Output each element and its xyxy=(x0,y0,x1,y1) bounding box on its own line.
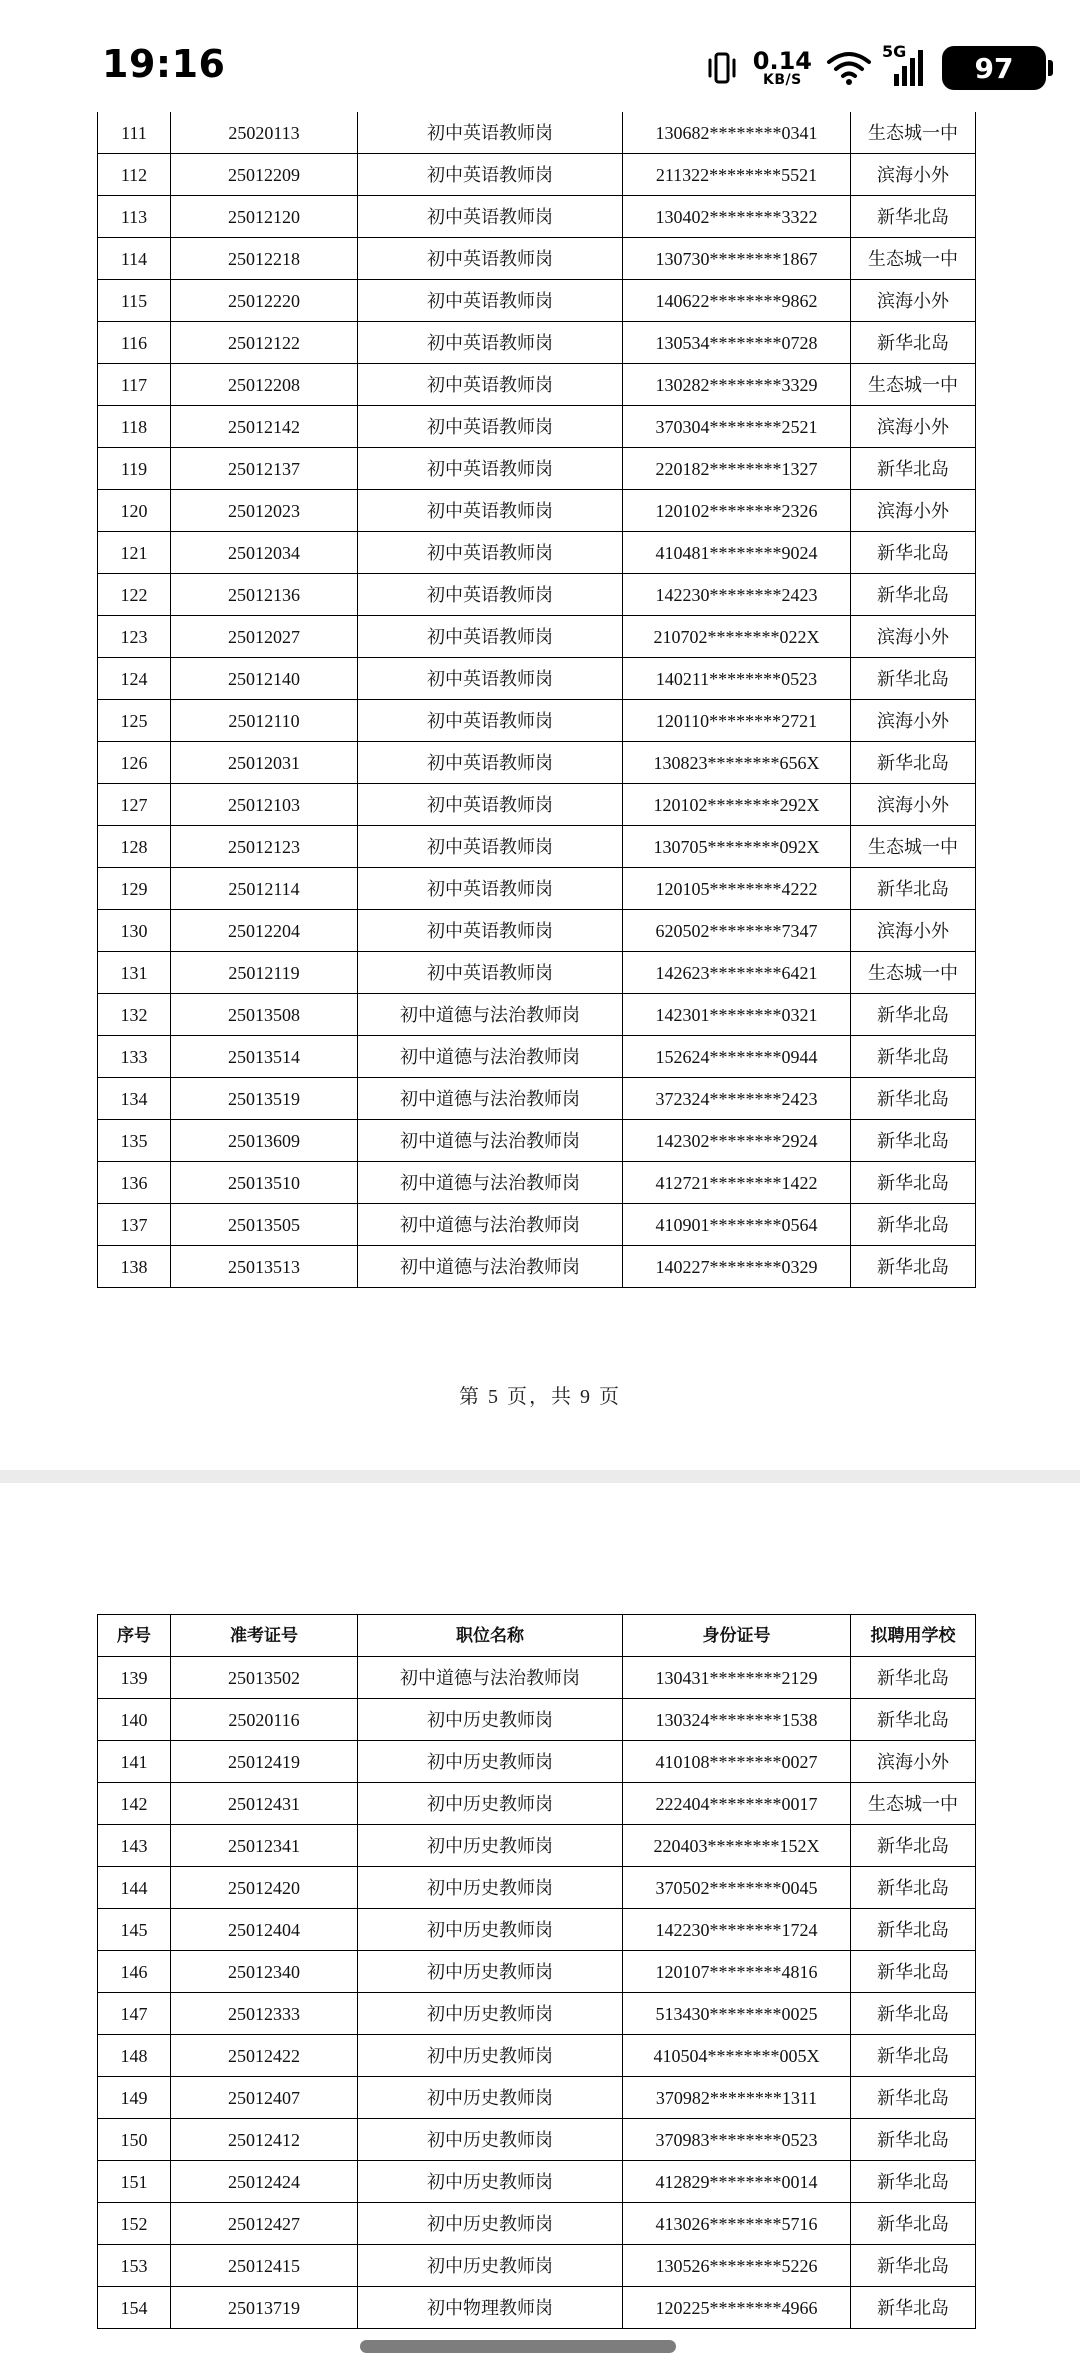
cell-exam-number: 25012140 xyxy=(171,658,358,700)
cell-id-number: 130402********3322 xyxy=(623,196,851,238)
cell-index: 113 xyxy=(98,196,171,238)
signal-icon xyxy=(882,48,928,88)
cell-id-number: 142301********0321 xyxy=(623,994,851,1036)
cell-exam-number: 25012110 xyxy=(171,700,358,742)
cell-school: 新华北岛 xyxy=(851,196,976,238)
cell-id-number: 410108********0027 xyxy=(623,1741,851,1783)
cell-school: 滨海小外 xyxy=(851,784,976,826)
cell-id-number: 412721********1422 xyxy=(623,1162,851,1204)
cell-exam-number: 25013508 xyxy=(171,994,358,1036)
cell-position: 初中历史教师岗 xyxy=(358,1951,623,1993)
cell-exam-number: 25012122 xyxy=(171,322,358,364)
cell-school: 新华北岛 xyxy=(851,1162,976,1204)
cell-exam-number: 25012034 xyxy=(171,532,358,574)
cell-index: 142 xyxy=(98,1783,171,1825)
clock: 19:16 xyxy=(102,42,226,86)
cell-school: 滨海小外 xyxy=(851,1741,976,1783)
cell-index: 137 xyxy=(98,1204,171,1246)
cell-id-number: 412829********0014 xyxy=(623,2161,851,2203)
cell-school: 滨海小外 xyxy=(851,700,976,742)
cell-index: 115 xyxy=(98,280,171,322)
table-row xyxy=(98,868,976,910)
table-row xyxy=(98,910,976,952)
table-row xyxy=(98,1120,976,1162)
cell-exam-number: 25012023 xyxy=(171,490,358,532)
table-row xyxy=(98,2203,976,2245)
table-row xyxy=(98,1951,976,1993)
cell-school: 滨海小外 xyxy=(851,490,976,532)
cell-id-number: 120110********2721 xyxy=(623,700,851,742)
cell-school: 新华北岛 xyxy=(851,1204,976,1246)
cell-position: 初中历史教师岗 xyxy=(358,2035,623,2077)
cell-exam-number: 25012340 xyxy=(171,1951,358,1993)
cell-school: 新华北岛 xyxy=(851,2203,976,2245)
cell-position: 初中英语教师岗 xyxy=(358,910,623,952)
cell-position: 初中英语教师岗 xyxy=(358,322,623,364)
table-row xyxy=(98,616,976,658)
table-row xyxy=(98,448,976,490)
cell-exam-number: 25013514 xyxy=(171,1036,358,1078)
cell-position: 初中英语教师岗 xyxy=(358,826,623,868)
cell-id-number: 410481********9024 xyxy=(623,532,851,574)
cell-school: 新华北岛 xyxy=(851,448,976,490)
table-row xyxy=(98,1036,976,1078)
cell-id-number: 120225********4966 xyxy=(623,2287,851,2329)
cell-exam-number: 25013510 xyxy=(171,1162,358,1204)
cell-position: 初中历史教师岗 xyxy=(358,1909,623,1951)
cell-id-number: 211322********5521 xyxy=(623,154,851,196)
cell-exam-number: 25012220 xyxy=(171,280,358,322)
cell-school: 滨海小外 xyxy=(851,154,976,196)
table-row xyxy=(98,2035,976,2077)
cell-index: 152 xyxy=(98,2203,171,2245)
cell-exam-number: 25012427 xyxy=(171,2203,358,2245)
network-speed xyxy=(753,49,812,87)
table-row xyxy=(98,2245,976,2287)
vibrate-icon xyxy=(705,50,739,86)
cell-position: 初中道德与法治教师岗 xyxy=(358,1657,623,1699)
cell-exam-number: 25013609 xyxy=(171,1120,358,1162)
cell-position: 初中英语教师岗 xyxy=(358,406,623,448)
cell-school: 新华北岛 xyxy=(851,1951,976,1993)
cell-position: 初中历史教师岗 xyxy=(358,1993,623,2035)
network-type: 5G xyxy=(882,42,907,61)
cell-index: 143 xyxy=(98,1825,171,1867)
cell-position: 初中英语教师岗 xyxy=(358,616,623,658)
cell-id-number: 130730********1867 xyxy=(623,238,851,280)
table-row xyxy=(98,1699,976,1741)
cell-position: 初中英语教师岗 xyxy=(358,532,623,574)
cell-id-number: 222404********0017 xyxy=(623,1783,851,1825)
cell-position: 初中物理教师岗 xyxy=(358,2287,623,2329)
cell-school: 新华北岛 xyxy=(851,2119,976,2161)
cell-index: 131 xyxy=(98,952,171,994)
cell-index: 148 xyxy=(98,2035,171,2077)
table-row xyxy=(98,952,976,994)
home-indicator[interactable] xyxy=(360,2340,676,2353)
cell-school: 生态城一中 xyxy=(851,112,976,154)
cell-position: 初中英语教师岗 xyxy=(358,238,623,280)
table-row xyxy=(98,1783,976,1825)
cell-position: 初中英语教师岗 xyxy=(358,196,623,238)
cell-position: 初中历史教师岗 xyxy=(358,1867,623,1909)
cell-index: 124 xyxy=(98,658,171,700)
table-row xyxy=(98,1657,976,1699)
cell-school: 新华北岛 xyxy=(851,1036,976,1078)
cell-school: 新华北岛 xyxy=(851,1993,976,2035)
cell-school: 新华北岛 xyxy=(851,1120,976,1162)
table-row xyxy=(98,2119,976,2161)
cell-exam-number: 25012027 xyxy=(171,616,358,658)
cell-exam-number: 25013513 xyxy=(171,1246,358,1288)
table-row xyxy=(98,196,976,238)
cell-school: 生态城一中 xyxy=(851,238,976,280)
cell-school: 新华北岛 xyxy=(851,2035,976,2077)
cell-position: 初中英语教师岗 xyxy=(358,952,623,994)
cell-position: 初中英语教师岗 xyxy=(358,658,623,700)
cell-id-number: 370982********1311 xyxy=(623,2077,851,2119)
cell-id-number: 142302********2924 xyxy=(623,1120,851,1162)
cell-index: 111 xyxy=(98,112,171,154)
cell-id-number: 140622********9862 xyxy=(623,280,851,322)
cell-exam-number: 25013719 xyxy=(171,2287,358,2329)
table-row xyxy=(98,1078,976,1120)
cell-index: 132 xyxy=(98,994,171,1036)
cell-index: 133 xyxy=(98,1036,171,1078)
table-row xyxy=(98,406,976,448)
cell-index: 146 xyxy=(98,1951,171,1993)
header-index: 序号 xyxy=(98,1615,171,1657)
cell-index: 129 xyxy=(98,868,171,910)
battery-icon xyxy=(942,46,1046,90)
cell-school: 新华北岛 xyxy=(851,1909,976,1951)
header-exam-number: 准考证号 xyxy=(171,1615,358,1657)
cell-position: 初中历史教师岗 xyxy=(358,1741,623,1783)
cell-id-number: 410901********0564 xyxy=(623,1204,851,1246)
table-row xyxy=(98,532,976,574)
network-speed-unit: KB/S xyxy=(763,72,802,88)
cell-id-number: 620502********7347 xyxy=(623,910,851,952)
cell-index: 144 xyxy=(98,1867,171,1909)
cell-index: 138 xyxy=(98,1246,171,1288)
cell-id-number: 370983********0523 xyxy=(623,2119,851,2161)
cell-position: 初中历史教师岗 xyxy=(358,2077,623,2119)
table-row xyxy=(98,1825,976,1867)
battery-level: 97 xyxy=(974,51,1014,85)
results-table-body xyxy=(98,112,976,1288)
cell-position: 初中历史教师岗 xyxy=(358,2119,623,2161)
cell-index: 145 xyxy=(98,1909,171,1951)
cell-id-number: 140211********0523 xyxy=(623,658,851,700)
cell-exam-number: 25012341 xyxy=(171,1825,358,1867)
cell-id-number: 220182********1327 xyxy=(623,448,851,490)
cell-position: 初中道德与法治教师岗 xyxy=(358,1036,623,1078)
table-row xyxy=(98,574,976,616)
cell-school: 新华北岛 xyxy=(851,2245,976,2287)
cell-school: 新华北岛 xyxy=(851,1699,976,1741)
cell-school: 生态城一中 xyxy=(851,952,976,994)
cell-position: 初中英语教师岗 xyxy=(358,784,623,826)
cell-school: 新华北岛 xyxy=(851,1246,976,1288)
cell-id-number: 130526********5226 xyxy=(623,2245,851,2287)
cell-index: 114 xyxy=(98,238,171,280)
cell-position: 初中英语教师岗 xyxy=(358,364,623,406)
cell-id-number: 220403********152X xyxy=(623,1825,851,1867)
cell-id-number: 372324********2423 xyxy=(623,1078,851,1120)
cell-position: 初中道德与法治教师岗 xyxy=(358,994,623,1036)
cell-index: 140 xyxy=(98,1699,171,1741)
cell-exam-number: 25012415 xyxy=(171,2245,358,2287)
network-speed-value: 0.14 xyxy=(752,47,812,75)
document-page-5 xyxy=(0,118,1080,1470)
cell-index: 136 xyxy=(98,1162,171,1204)
cell-index: 139 xyxy=(98,1657,171,1699)
cell-school: 新华北岛 xyxy=(851,1825,976,1867)
cell-position: 初中英语教师岗 xyxy=(358,742,623,784)
cell-exam-number: 25012204 xyxy=(171,910,358,952)
cell-id-number: 130534********0728 xyxy=(623,322,851,364)
cell-exam-number: 25012208 xyxy=(171,364,358,406)
table-row xyxy=(98,1741,976,1783)
cell-index: 149 xyxy=(98,2077,171,2119)
table-row xyxy=(98,490,976,532)
results-table xyxy=(97,1614,976,2329)
cell-id-number: 120107********4816 xyxy=(623,1951,851,1993)
cell-exam-number: 25012422 xyxy=(171,2035,358,2077)
cell-exam-number: 25020113 xyxy=(171,112,358,154)
table-row xyxy=(98,1162,976,1204)
cell-position: 初中道德与法治教师岗 xyxy=(358,1078,623,1120)
cell-id-number: 130431********2129 xyxy=(623,1657,851,1699)
cell-id-number: 140227********0329 xyxy=(623,1246,851,1288)
cell-index: 141 xyxy=(98,1741,171,1783)
table-row xyxy=(98,364,976,406)
document-page-6 xyxy=(0,1483,1080,2374)
cell-index: 154 xyxy=(98,2287,171,2329)
table-row xyxy=(98,658,976,700)
cell-index: 130 xyxy=(98,910,171,952)
table-header-row xyxy=(98,1615,976,1657)
cell-id-number: 410504********005X xyxy=(623,2035,851,2077)
header-position: 职位名称 xyxy=(358,1615,623,1657)
table-row xyxy=(98,826,976,868)
cell-school: 生态城一中 xyxy=(851,1783,976,1825)
cell-position: 初中英语教师岗 xyxy=(358,154,623,196)
table-row xyxy=(98,1909,976,1951)
table-row xyxy=(98,112,976,154)
cell-index: 123 xyxy=(98,616,171,658)
cell-index: 153 xyxy=(98,2245,171,2287)
header-school: 拟聘用学校 xyxy=(851,1615,976,1657)
cell-school: 新华北岛 xyxy=(851,2161,976,2203)
cell-school: 滨海小外 xyxy=(851,406,976,448)
cell-exam-number: 25013505 xyxy=(171,1204,358,1246)
cell-index: 150 xyxy=(98,2119,171,2161)
cell-school: 新华北岛 xyxy=(851,2077,976,2119)
cell-exam-number: 25012031 xyxy=(171,742,358,784)
cell-index: 135 xyxy=(98,1120,171,1162)
cell-exam-number: 25012137 xyxy=(171,448,358,490)
table-row xyxy=(98,1993,976,2035)
cell-position: 初中历史教师岗 xyxy=(358,2161,623,2203)
cell-id-number: 370304********2521 xyxy=(623,406,851,448)
table-row xyxy=(98,994,976,1036)
cell-position: 初中道德与法治教师岗 xyxy=(358,1120,623,1162)
cell-school: 生态城一中 xyxy=(851,364,976,406)
status-bar xyxy=(0,0,1080,118)
table-row xyxy=(98,1867,976,1909)
cell-school: 新华北岛 xyxy=(851,742,976,784)
cell-position: 初中历史教师岗 xyxy=(358,1783,623,1825)
cell-id-number: 130823********656X xyxy=(623,742,851,784)
cell-exam-number: 25012119 xyxy=(171,952,358,994)
cell-index: 117 xyxy=(98,364,171,406)
cell-exam-number: 25013519 xyxy=(171,1078,358,1120)
cell-exam-number: 25020116 xyxy=(171,1699,358,1741)
cell-school: 新华北岛 xyxy=(851,1867,976,1909)
page-footer: 第 5 页，共 9 页 xyxy=(459,1386,621,1408)
cell-index: 119 xyxy=(98,448,171,490)
cell-index: 147 xyxy=(98,1993,171,2035)
cell-position: 初中英语教师岗 xyxy=(358,112,623,154)
table-row xyxy=(98,280,976,322)
cell-school: 滨海小外 xyxy=(851,910,976,952)
cell-exam-number: 25012142 xyxy=(171,406,358,448)
cell-index: 121 xyxy=(98,532,171,574)
cell-exam-number: 25013502 xyxy=(171,1657,358,1699)
table-row xyxy=(98,742,976,784)
cell-exam-number: 25012209 xyxy=(171,154,358,196)
cell-school: 滨海小外 xyxy=(851,280,976,322)
table-row xyxy=(98,322,976,364)
cell-id-number: 152624********0944 xyxy=(623,1036,851,1078)
cellular-signal xyxy=(882,42,928,88)
cell-id-number: 413026********5716 xyxy=(623,2203,851,2245)
cell-school: 新华北岛 xyxy=(851,2287,976,2329)
cell-school: 新华北岛 xyxy=(851,1078,976,1120)
cell-position: 初中历史教师岗 xyxy=(358,2245,623,2287)
cell-school: 生态城一中 xyxy=(851,826,976,868)
cell-exam-number: 25012404 xyxy=(171,1909,358,1951)
cell-id-number: 120102********292X xyxy=(623,784,851,826)
cell-school: 新华北岛 xyxy=(851,1657,976,1699)
cell-exam-number: 25012420 xyxy=(171,1867,358,1909)
wifi-icon xyxy=(826,50,872,86)
cell-exam-number: 25012123 xyxy=(171,826,358,868)
table-row xyxy=(98,238,976,280)
cell-id-number: 120105********4222 xyxy=(623,868,851,910)
cell-school: 新华北岛 xyxy=(851,868,976,910)
cell-id-number: 142623********6421 xyxy=(623,952,851,994)
table-row xyxy=(98,2077,976,2119)
cell-exam-number: 25012136 xyxy=(171,574,358,616)
cell-exam-number: 25012114 xyxy=(171,868,358,910)
cell-id-number: 130324********1538 xyxy=(623,1699,851,1741)
cell-index: 118 xyxy=(98,406,171,448)
cell-position: 初中道德与法治教师岗 xyxy=(358,1246,623,1288)
cell-id-number: 513430********0025 xyxy=(623,1993,851,2035)
cell-index: 134 xyxy=(98,1078,171,1120)
header-id-number: 身份证号 xyxy=(623,1615,851,1657)
table-row xyxy=(98,154,976,196)
cell-exam-number: 25012218 xyxy=(171,238,358,280)
cell-school: 新华北岛 xyxy=(851,574,976,616)
cell-position: 初中英语教师岗 xyxy=(358,700,623,742)
cell-exam-number: 25012103 xyxy=(171,784,358,826)
cell-position: 初中历史教师岗 xyxy=(358,1699,623,1741)
cell-id-number: 130705********092X xyxy=(623,826,851,868)
cell-id-number: 370502********0045 xyxy=(623,1867,851,1909)
cell-school: 新华北岛 xyxy=(851,322,976,364)
cell-exam-number: 25012407 xyxy=(171,2077,358,2119)
cell-exam-number: 25012412 xyxy=(171,2119,358,2161)
cell-position: 初中英语教师岗 xyxy=(358,490,623,532)
cell-index: 125 xyxy=(98,700,171,742)
cell-id-number: 142230********1724 xyxy=(623,1909,851,1951)
cell-index: 128 xyxy=(98,826,171,868)
cell-exam-number: 25012424 xyxy=(171,2161,358,2203)
cell-id-number: 130682********0341 xyxy=(623,112,851,154)
status-icons xyxy=(705,44,1046,92)
cell-school: 新华北岛 xyxy=(851,658,976,700)
cell-index: 116 xyxy=(98,322,171,364)
cell-index: 127 xyxy=(98,784,171,826)
results-table-body xyxy=(98,1657,976,2329)
cell-id-number: 120102********2326 xyxy=(623,490,851,532)
cell-index: 151 xyxy=(98,2161,171,2203)
cell-school: 滨海小外 xyxy=(851,616,976,658)
cell-id-number: 142230********2423 xyxy=(623,574,851,616)
cell-exam-number: 25012120 xyxy=(171,196,358,238)
cell-exam-number: 25012431 xyxy=(171,1783,358,1825)
cell-exam-number: 25012333 xyxy=(171,1993,358,2035)
results-table xyxy=(97,112,976,1288)
cell-exam-number: 25012419 xyxy=(171,1741,358,1783)
cell-position: 初中历史教师岗 xyxy=(358,2203,623,2245)
cell-index: 122 xyxy=(98,574,171,616)
page-separator xyxy=(0,1470,1080,1483)
table-row xyxy=(98,700,976,742)
cell-position: 初中英语教师岗 xyxy=(358,448,623,490)
cell-index: 120 xyxy=(98,490,171,532)
cell-position: 初中历史教师岗 xyxy=(358,1825,623,1867)
cell-school: 新华北岛 xyxy=(851,532,976,574)
cell-school: 新华北岛 xyxy=(851,994,976,1036)
cell-position: 初中英语教师岗 xyxy=(358,868,623,910)
cell-position: 初中英语教师岗 xyxy=(358,574,623,616)
table-row xyxy=(98,1246,976,1288)
table-row xyxy=(98,2287,976,2329)
cell-index: 112 xyxy=(98,154,171,196)
cell-position: 初中道德与法治教师岗 xyxy=(358,1162,623,1204)
cell-index: 126 xyxy=(98,742,171,784)
cell-position: 初中英语教师岗 xyxy=(358,280,623,322)
table-row xyxy=(98,2161,976,2203)
cell-position: 初中道德与法治教师岗 xyxy=(358,1204,623,1246)
cell-id-number: 210702********022X xyxy=(623,616,851,658)
cell-id-number: 130282********3329 xyxy=(623,364,851,406)
table-row xyxy=(98,784,976,826)
table-row xyxy=(98,1204,976,1246)
